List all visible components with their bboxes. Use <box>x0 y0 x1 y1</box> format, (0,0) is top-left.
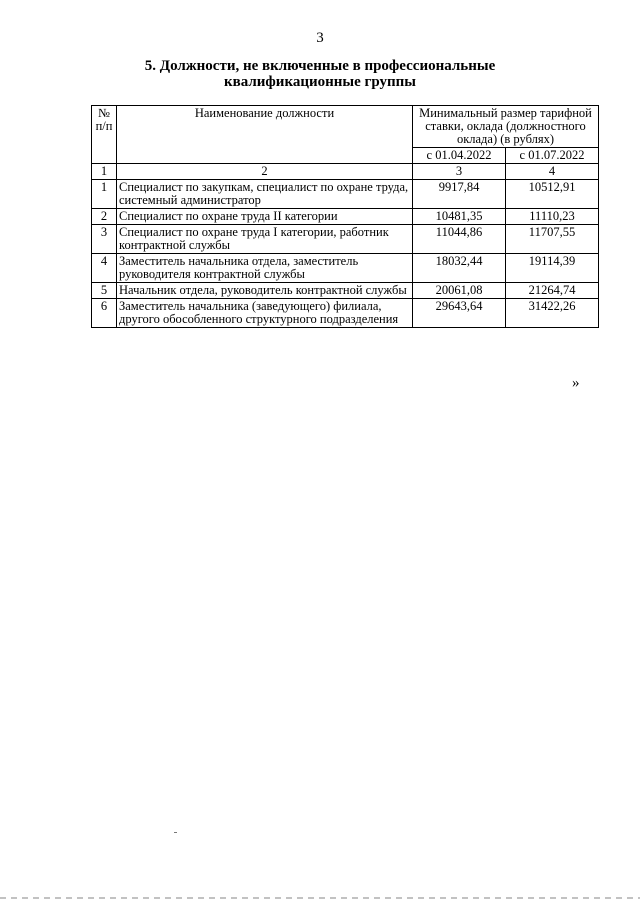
rate-from-july: 10512,91 <box>506 180 599 209</box>
rate-from-july: 11110,23 <box>506 209 599 225</box>
row-number: 6 <box>92 299 117 328</box>
scan-edge-artifact <box>0 897 640 899</box>
row-number: 3 <box>92 225 117 254</box>
table-row <box>92 225 599 254</box>
table-row <box>92 180 599 209</box>
position-name: Специалист по охране труда I категории, работник контрактной службы <box>117 225 413 254</box>
row-number: 2 <box>92 209 117 225</box>
table-row <box>92 299 599 328</box>
rate-from-july: 19114,39 <box>506 254 599 283</box>
row-number: 4 <box>92 254 117 283</box>
rate-from-april: 20061,08 <box>413 283 506 299</box>
column-index: 3 <box>413 164 506 180</box>
rate-from-april: 11044,86 <box>413 225 506 254</box>
column-index-row <box>92 164 599 180</box>
rate-from-april: 10481,35 <box>413 209 506 225</box>
position-name: Заместитель начальника отдела, заместитель руководителя контрактной службы <box>117 254 413 283</box>
column-index: 1 <box>92 164 117 180</box>
rate-from-april: 29643,64 <box>413 299 506 328</box>
rate-from-april: 18032,44 <box>413 254 506 283</box>
position-name: Специалист по охране труда II категории <box>117 209 413 225</box>
position-name: Заместитель начальника (заведующего) филиала, другого обособленного структурного подразделения <box>117 299 413 328</box>
page-number: 3 <box>316 30 324 46</box>
closing-quote: » <box>572 375 580 391</box>
table-header-row <box>92 106 599 148</box>
header-position-name: Наименование должности <box>117 106 413 164</box>
rate-from-july: 11707,55 <box>506 225 599 254</box>
column-index: 4 <box>506 164 599 180</box>
section-title-line-2: квалификационные группы <box>223 74 416 90</box>
table-row <box>92 209 599 225</box>
section-title-line-1: 5. Должности, не включенные в профессиональные <box>144 58 496 74</box>
section-title <box>0 58 640 90</box>
table-row <box>92 283 599 299</box>
rate-from-april: 9917,84 <box>413 180 506 209</box>
row-number: 1 <box>92 180 117 209</box>
rate-from-july: 21264,74 <box>506 283 599 299</box>
scan-artifact <box>174 832 177 833</box>
header-date-1: с 01.04.2022 <box>413 148 506 164</box>
table-row <box>92 254 599 283</box>
column-index: 2 <box>117 164 413 180</box>
position-name: Специалист по закупкам, специалист по охране труда, системный администратор <box>117 180 413 209</box>
row-number: 5 <box>92 283 117 299</box>
position-name: Начальник отдела, руководитель контрактной службы <box>117 283 413 299</box>
header-num: № п/п <box>92 106 117 164</box>
header-date-2: с 01.07.2022 <box>506 148 599 164</box>
header-min-rate: Минимальный размер тарифной ставки, оклада (должностного оклада) (в рублях) <box>413 106 599 148</box>
rate-from-july: 31422,26 <box>506 299 599 328</box>
positions-salary-table <box>91 105 599 328</box>
